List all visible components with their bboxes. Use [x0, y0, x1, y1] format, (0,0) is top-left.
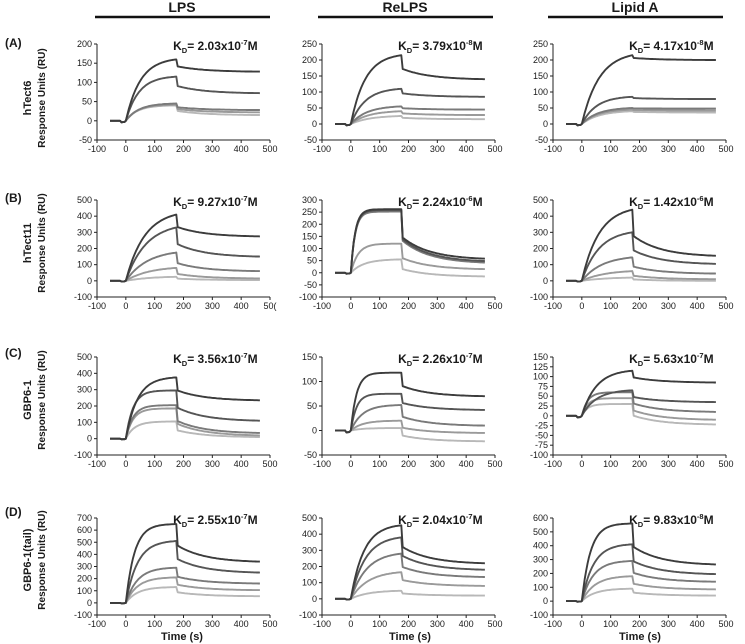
- x-tick-label: 200: [631, 459, 648, 469]
- x-tick-label: 200: [400, 144, 417, 154]
- x-tick-label: 500: [487, 619, 503, 629]
- y-tick-label: 150: [76, 58, 92, 69]
- x-tick-label: -100: [312, 619, 332, 629]
- x-axis-title-lipida: Time (s): [619, 631, 661, 643]
- x-tick-label: 0: [579, 459, 585, 469]
- x-tick-label: 500: [262, 144, 278, 154]
- y-tick-label: 100: [532, 371, 548, 382]
- kd-annotation: $K_D= 9.83x10^{-8}M$: [629, 512, 714, 529]
- y-tick-label: 200: [301, 219, 317, 230]
- x-tick-label: 300: [429, 619, 445, 629]
- x-tick-label: 300: [204, 301, 220, 311]
- y-tick-label: 300: [76, 384, 92, 395]
- y-tick-label: 100: [76, 585, 92, 596]
- panel-1-2: [302, 38, 503, 154]
- x-axis-title-relps: Time (s): [389, 631, 431, 643]
- x-tick-label: -100: [543, 144, 563, 154]
- x-tick-label: 0: [123, 619, 129, 629]
- y-tick-label: 200: [76, 401, 92, 411]
- y-tick-label: 0: [86, 433, 92, 444]
- row-name-gbp6-1-tail: GBP6-1(tail): [22, 528, 34, 592]
- column-title-relps: ReLPS: [382, 0, 428, 15]
- panel-3-2: [302, 351, 503, 469]
- kd-annotation: $K_D= 3.56x10^{-7}M$: [173, 351, 258, 368]
- y-tick-label: 0: [311, 425, 317, 436]
- x-tick-label: 100: [372, 459, 388, 469]
- x-tick-label: 0: [123, 459, 129, 469]
- kd-annotation: $K_D= 9.27x10^{-7}M$: [173, 194, 258, 211]
- x-tick-label: 300: [429, 301, 445, 311]
- x-tick-label: 200: [631, 301, 648, 311]
- x-tick-label: 500: [262, 619, 278, 629]
- y-tick-label: 150: [301, 231, 317, 242]
- x-tick-label: 400: [233, 301, 249, 311]
- x-tick-label: 0: [579, 301, 585, 311]
- row-labels: [5, 36, 48, 610]
- y-tick-label: 50: [537, 103, 548, 113]
- y-tick-label: 100: [301, 376, 317, 387]
- y-tick-label: -50: [534, 135, 548, 145]
- x-tick-label: 0: [123, 144, 129, 154]
- y-tick-label: 200: [76, 573, 92, 584]
- x-tick-label: 0: [579, 144, 585, 154]
- row-name-htect11: hTect11: [22, 222, 34, 264]
- x-tick-label: 0: [579, 619, 585, 629]
- y-tick-label: -50: [303, 279, 317, 290]
- y-tick-label: 200: [532, 55, 548, 65]
- y-tick-label: 0: [542, 596, 548, 607]
- x-tick-label: 500: [718, 459, 734, 469]
- y-tick-label: -100: [298, 610, 317, 620]
- x-tick-label: 200: [400, 459, 417, 469]
- panel-2-3: [530, 194, 734, 311]
- x-axis-title-lps: Time (s): [161, 631, 203, 643]
- y-tick-label: 300: [532, 227, 548, 238]
- y-tick-label: 100: [532, 259, 548, 270]
- panel-4-3: [530, 512, 734, 629]
- x-tick-label: 100: [603, 619, 619, 629]
- x-axis-titles: [161, 631, 661, 643]
- x-tick-label: 300: [204, 144, 220, 154]
- x-tick-label: -100: [543, 301, 563, 311]
- x-tick-label: 200: [175, 459, 192, 469]
- y-tick-label: 125: [532, 361, 548, 372]
- y-tick-label: 400: [532, 211, 548, 222]
- x-tick-label: 400: [458, 301, 474, 311]
- y-tick-label: 500: [76, 195, 92, 205]
- kd-annotation: $K_D= 3.79x10^{-8}M$: [398, 38, 483, 55]
- x-tick-label: -100: [87, 301, 107, 311]
- kd-annotation: $K_D= 2.26x10^{-7}M$: [398, 351, 483, 368]
- x-tick-label: 200: [175, 301, 192, 311]
- y-tick-label: 300: [76, 227, 92, 238]
- y-tick-label: -100: [298, 292, 317, 302]
- sensorgram-curve-4: [335, 421, 485, 433]
- x-tick-label: 400: [233, 144, 249, 154]
- x-tick-label: 100: [147, 619, 163, 629]
- y-tick-label: 0: [542, 275, 548, 286]
- x-tick-label: 100: [603, 459, 619, 469]
- x-tick-label: 500: [718, 144, 734, 154]
- x-tick-label: 0: [348, 459, 354, 469]
- y-tick-label: -25: [534, 420, 548, 431]
- x-tick-label: 300: [660, 619, 676, 629]
- x-tick-label: 300: [660, 301, 676, 311]
- x-tick-label: 100: [603, 144, 619, 154]
- y-axis-title-row-d: Response Units (RU): [37, 510, 48, 610]
- y-tick-label: -100: [73, 450, 92, 460]
- y-tick-label: 600: [76, 525, 92, 536]
- x-tick-label: 300: [204, 459, 220, 469]
- y-tick-label: 0: [542, 410, 548, 421]
- y-tick-label: 150: [301, 352, 317, 362]
- sensorgram-curve-5: [335, 428, 485, 441]
- x-tick-label: -100: [543, 459, 563, 469]
- y-tick-label: 200: [301, 55, 317, 65]
- row-letter-a: (A): [5, 36, 22, 50]
- sensorgram-curve-1: [335, 209, 485, 274]
- x-tick-label: 400: [689, 459, 705, 469]
- row-name-gbp6-1: GBP6-1: [22, 380, 34, 420]
- x-tick-label: -100: [312, 301, 332, 311]
- y-tick-label: 0: [542, 119, 548, 129]
- x-tick-label: 0: [348, 144, 354, 154]
- y-tick-label: 100: [301, 243, 317, 254]
- sensorgram-curve-1: [335, 373, 485, 433]
- x-tick-label: 500: [487, 459, 503, 469]
- y-tick-label: -100: [73, 292, 92, 302]
- column-title-lps: LPS: [168, 0, 196, 15]
- kd-annotation: $K_D= 4.17x10^{-8}M$: [629, 38, 714, 55]
- y-tick-label: 50: [306, 255, 317, 266]
- x-tick-label: 0: [123, 301, 129, 311]
- y-tick-label: 700: [76, 513, 92, 523]
- y-tick-label: 50: [306, 103, 317, 113]
- y-tick-label: 0: [311, 593, 317, 604]
- sensorgram-curve-1: [566, 210, 716, 282]
- x-tick-label: 200: [175, 619, 192, 629]
- x-tick-label: 400: [458, 619, 474, 629]
- y-tick-label: 150: [532, 352, 548, 362]
- x-tick-label: 400: [689, 301, 705, 311]
- kd-annotation: $K_D= 2.03x10^{-7}M$: [173, 38, 258, 55]
- x-tick-label: 0: [348, 619, 354, 629]
- kd-annotation: $K_D= 5.63x10^{-7}M$: [629, 351, 714, 368]
- y-tick-label: -100: [529, 610, 548, 620]
- y-tick-label: -50: [303, 450, 317, 460]
- x-tick-label: 500: [718, 619, 734, 629]
- y-tick-label: 400: [532, 540, 548, 551]
- x-tick-label: 500: [487, 144, 503, 154]
- y-tick-label: 500: [532, 195, 548, 205]
- x-tick-label: 500: [718, 301, 734, 311]
- x-tick-label: -100: [87, 619, 107, 629]
- y-axis-title-row-b: Response Units (RU): [37, 193, 48, 293]
- y-tick-label: -100: [529, 450, 548, 460]
- y-axis-title-row-c: Response Units (RU): [37, 350, 48, 450]
- kd-annotation: $K_D= 2.55x10^{-7}M$: [173, 512, 258, 529]
- x-tick-label: 300: [660, 459, 676, 469]
- y-tick-label: 400: [76, 211, 92, 222]
- y-tick-label: 400: [76, 368, 92, 379]
- y-tick-label: 400: [301, 529, 317, 540]
- x-tick-label: 200: [400, 619, 417, 629]
- y-tick-label: 300: [301, 195, 317, 205]
- y-tick-label: 300: [76, 561, 92, 572]
- y-tick-label: 25: [537, 401, 548, 411]
- y-tick-label: 100: [76, 77, 92, 88]
- panel-4-2: [299, 512, 503, 629]
- y-tick-label: 0: [311, 119, 317, 129]
- panel-2-1: [74, 194, 277, 311]
- x-tick-label: 400: [233, 459, 249, 469]
- y-tick-label: 150: [532, 71, 548, 81]
- y-tick-label: 200: [532, 568, 548, 579]
- x-tick-label: 300: [204, 619, 220, 629]
- x-tick-label: -100: [312, 144, 332, 154]
- x-tick-label: 100: [147, 301, 163, 311]
- y-tick-label: 0: [311, 267, 317, 278]
- column-title-lipida: Lipid A: [611, 0, 659, 15]
- row-letter-d: (D): [5, 505, 22, 519]
- panel-3-1: [74, 351, 278, 469]
- x-tick-label: 100: [147, 459, 163, 469]
- y-tick-label: 500: [76, 537, 92, 548]
- x-tick-label: 300: [429, 144, 445, 154]
- x-tick-label: 400: [689, 619, 705, 629]
- x-tick-label: -100: [87, 144, 107, 154]
- row-letter-c: (C): [5, 346, 22, 360]
- x-tick-label: 100: [372, 144, 388, 154]
- x-tick-label: 400: [458, 459, 474, 469]
- sensorgram-curve-4: [110, 577, 260, 603]
- x-tick-label: 200: [175, 144, 192, 154]
- x-tick-label: 400: [233, 619, 249, 629]
- y-tick-label: 75: [537, 381, 548, 392]
- y-tick-label: 500: [532, 526, 548, 537]
- x-tick-label: 500: [262, 459, 278, 469]
- y-tick-label: -50: [78, 135, 92, 145]
- y-tick-label: 500: [76, 352, 92, 362]
- y-tick-label: 500: [301, 513, 317, 523]
- y-tick-label: 100: [301, 87, 317, 97]
- y-tick-label: 200: [76, 243, 92, 254]
- y-tick-label: -100: [73, 610, 92, 620]
- panel-4-1: [74, 512, 278, 629]
- y-tick-label: 0: [86, 597, 92, 608]
- panel-3-3: [530, 351, 734, 469]
- column-headers: [95, 0, 723, 17]
- x-tick-label: 200: [631, 144, 648, 154]
- x-tick-label: 0: [348, 301, 354, 311]
- x-tick-label: 400: [458, 144, 474, 154]
- y-tick-label: 250: [301, 39, 317, 49]
- y-tick-label: 100: [532, 582, 548, 593]
- y-tick-label: -100: [529, 292, 548, 302]
- kd-annotation: $K_D= 2.24x10^{-6}M$: [398, 194, 483, 211]
- panel-2-2: [299, 194, 503, 311]
- y-tick-label: 200: [76, 39, 92, 49]
- y-tick-label: 600: [532, 513, 548, 523]
- panel-1-3: [533, 38, 734, 154]
- x-tick-label: 100: [147, 144, 163, 154]
- x-tick-label: 200: [400, 301, 417, 311]
- x-tick-label: 200: [631, 619, 648, 629]
- y-tick-label: 250: [532, 39, 548, 49]
- x-tick-label: 100: [372, 619, 388, 629]
- row-name-htect6: hTect6: [22, 80, 34, 116]
- y-tick-label: 100: [76, 417, 92, 428]
- y-tick-label: 200: [532, 243, 548, 254]
- y-tick-label: 100: [76, 259, 92, 270]
- y-tick-label: 250: [301, 207, 317, 218]
- y-tick-label: 150: [301, 71, 317, 81]
- y-tick-label: 50: [306, 401, 317, 411]
- row-letter-b: (B): [5, 191, 22, 205]
- x-tick-label: 100: [372, 301, 388, 311]
- kd-annotation: $K_D= 2.04x10^{-7}M$: [398, 512, 483, 529]
- x-tick-label: 50(: [263, 301, 277, 311]
- x-tick-label: -100: [543, 619, 563, 629]
- x-tick-label: 300: [660, 144, 676, 154]
- x-tick-label: -100: [87, 459, 107, 469]
- y-axis-title-row-a: Response Units (RU): [37, 48, 48, 148]
- y-tick-label: 400: [76, 549, 92, 560]
- y-tick-label: 300: [532, 554, 548, 565]
- panels: [74, 38, 734, 629]
- y-tick-label: 50: [537, 391, 548, 402]
- panel-1-1: [77, 38, 278, 154]
- y-tick-label: -50: [303, 135, 317, 145]
- y-tick-label: 100: [301, 577, 317, 588]
- y-tick-label: 100: [532, 87, 548, 97]
- x-tick-label: 300: [429, 459, 445, 469]
- y-tick-label: 200: [301, 561, 317, 572]
- y-tick-label: 50: [81, 96, 92, 107]
- x-tick-label: 100: [603, 301, 619, 311]
- y-tick-label: -50: [534, 430, 548, 441]
- y-tick-label: 0: [86, 275, 92, 286]
- x-tick-label: 400: [689, 144, 705, 154]
- sensorgram-curve-4: [566, 576, 716, 602]
- kd-annotation: $K_D= 1.42x10^{-6}M$: [629, 194, 714, 211]
- y-tick-label: -75: [534, 440, 548, 451]
- sensorgram-curve-5: [335, 591, 485, 600]
- y-tick-label: 300: [301, 545, 317, 556]
- x-tick-label: 500: [487, 301, 503, 311]
- x-tick-label: -100: [312, 459, 332, 469]
- y-tick-label: 0: [86, 115, 92, 126]
- sensorgram-curve-1: [335, 525, 485, 599]
